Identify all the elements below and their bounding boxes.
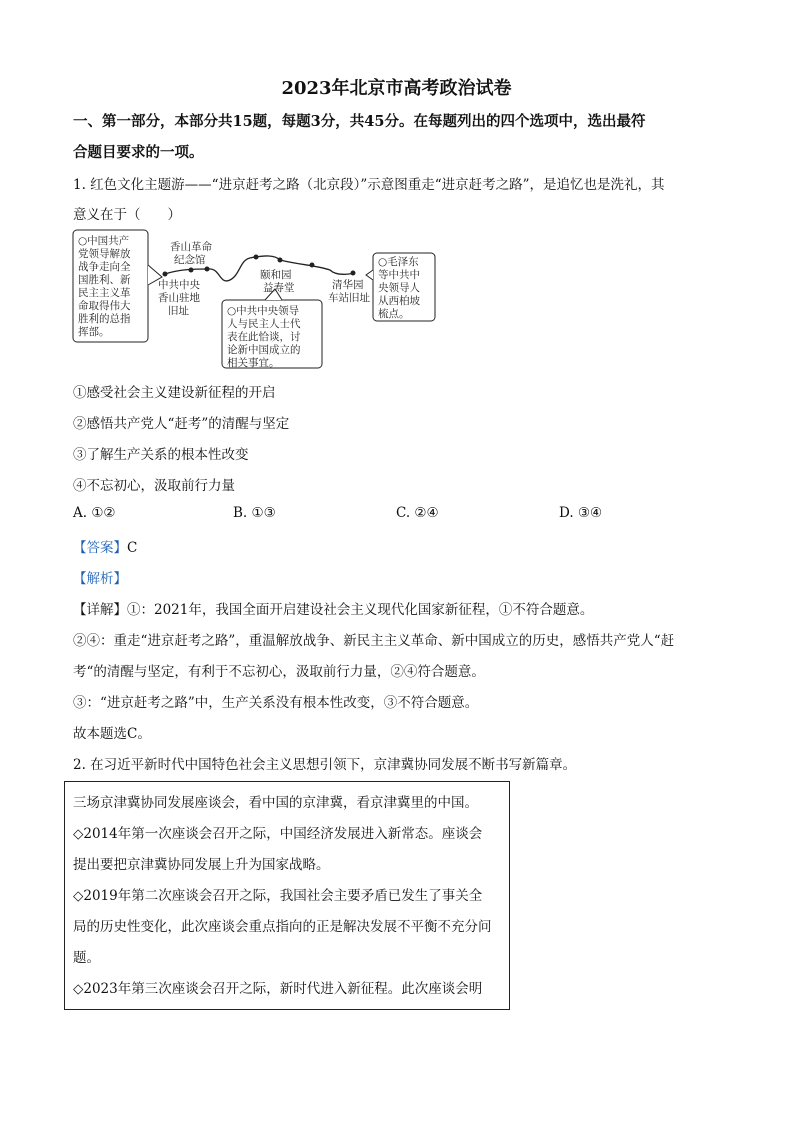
box2-line: 表在此恰谈，讨 — [227, 331, 301, 343]
statement-item: ④不忘初心，汲取前行力量 — [73, 478, 235, 494]
box2-line: 相关事宜。 — [227, 357, 280, 369]
box3-line: 等中共中 — [378, 269, 420, 281]
stop-label: 香山驻地 — [158, 292, 200, 304]
box2-line: 论新中国成立的 — [227, 344, 301, 356]
material-line: 提出要把京津冀协同发展上升为国家战略。 — [73, 857, 330, 873]
detail-line: 【详解】①：2021年，我国全面开启建设社会主义现代化国家新征程，①不符合题意。 — [73, 602, 594, 618]
material-line: ◇2014年第一次座谈会召开之际，中国经济发展进入新常态。座谈会 — [73, 826, 483, 842]
box1-line: 战争走向全 — [78, 261, 131, 273]
detail-line: ③：“进京赶考之路”中，生产关系没有根本性改变，③不符合题意。 — [73, 695, 479, 711]
answer-value: C — [127, 540, 138, 556]
route-stop-marker — [205, 267, 210, 272]
page-title: 2023年北京市高考政治试卷 — [281, 78, 512, 99]
stop-label: 香山革命 — [170, 241, 212, 253]
question-stem: 意义在于（ ） — [73, 207, 181, 223]
box1-line: 民主主义革 — [78, 287, 131, 299]
question-stem: 2. 在习近平新时代中国特色社会主义思想引领下，京津冀协同发展不断书写新篇章。 — [73, 757, 577, 773]
route-stop-marker — [351, 271, 356, 276]
analysis-label: 【解析】 — [73, 571, 127, 587]
material-line: ◇2019年第二次座谈会召开之际，我国社会主要矛盾已发生了事关全 — [73, 888, 483, 904]
box2-line: 人与民主人士代 — [227, 318, 301, 330]
answer-line — [73, 536, 137, 556]
box1-line: 国胜利、新 — [78, 274, 131, 286]
stop-label: 益寿堂 — [263, 282, 295, 294]
statement-item: ①感受社会主义建设新征程的开启 — [73, 385, 276, 401]
box1-line: 挥部。 — [78, 326, 110, 338]
stop-label: 纪念馆 — [174, 254, 206, 266]
section-heading: 一、第一部分，本部分共15题，每题3分，共45分。在每题列出的四个选项中，选出最符 — [73, 113, 646, 130]
box1-line: ○中国共产 — [78, 235, 130, 247]
stop-label: 车站旧址 — [328, 292, 370, 304]
box3-line: ○毛泽东 — [378, 256, 419, 268]
route-stop-marker — [310, 263, 315, 268]
diagram-shape — [366, 270, 373, 280]
question-stem: 1. 红色文化主题游——“进京赶考之路（北京段）”示意图重走“进京赶考之路”，是追忆也是洗礼，其 — [73, 177, 665, 193]
answer-label: 【答案】 — [73, 540, 127, 556]
box3-line: 央领导人 — [378, 282, 420, 294]
box1-line: 党领导解放 — [78, 248, 131, 260]
route-stop-marker — [163, 272, 168, 277]
detail-line: 考“的清醒与坚定，有利于不忘初心，汲取前行力量，②④符合题意。 — [73, 664, 485, 680]
detail-line: ②④：重走“进京赶考之路”，重温解放战争、新民主主义革命、新中国成立的历史，感悟共产党人“赶 — [73, 633, 675, 649]
stop-label: 清华园 — [332, 279, 364, 291]
statement-item: ③了解生产关系的根本性改变 — [73, 447, 249, 463]
box1-line: 命取得伟大 — [78, 300, 131, 312]
box3-line: 从西柏坡 — [378, 295, 420, 307]
route-diagram — [70, 225, 440, 375]
detail-line: 故本题选C。 — [73, 726, 151, 742]
route-stop-marker — [254, 255, 259, 260]
material-line: 局的历史性变化，此次座谈会重点指向的正是解决发展不平衡不充分问 — [73, 919, 492, 935]
material-line: ◇2023年第三次座谈会召开之际，新时代进入新征程。此次座谈会明 — [73, 981, 483, 997]
box2-line: ○中共中央领导 — [227, 305, 300, 317]
material-line: 三场京津冀协同发展座谈会，看中国的京津冀，看京津冀里的中国。 — [73, 795, 478, 811]
section-heading: 合题目要求的一项。 — [73, 144, 204, 161]
stop-label: 中共中央 — [158, 279, 200, 291]
route-stop-marker — [278, 258, 283, 263]
material-line: 题。 — [73, 950, 100, 966]
option-b: B. ①③ — [233, 505, 276, 521]
option-c: C. ②④ — [396, 505, 439, 521]
option-a: A. ①② — [73, 505, 116, 521]
box3-line: 梳点。 — [378, 308, 410, 320]
stop-label: 旧址 — [168, 305, 189, 317]
box1-line: 胜利的总指 — [78, 313, 131, 325]
route-stop-marker — [189, 268, 194, 273]
statement-item: ②感悟共产党人“赶考”的清醒与坚定 — [73, 416, 290, 432]
option-d: D. ③④ — [559, 505, 603, 521]
stop-label: 颐和园 — [260, 269, 292, 281]
